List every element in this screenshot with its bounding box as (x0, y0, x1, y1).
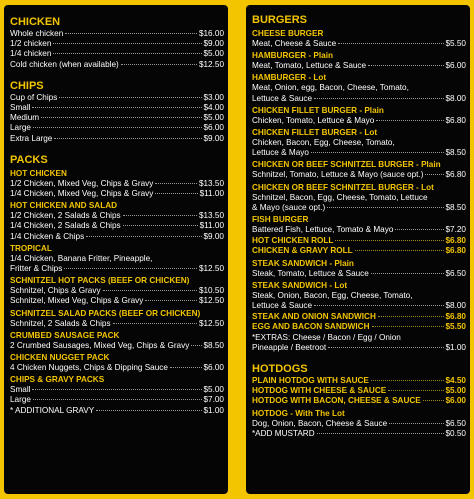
menu-item (252, 376, 466, 386)
menu-item-name: Small (10, 385, 31, 395)
dot-leader (314, 98, 443, 99)
menu-item (10, 221, 224, 231)
menu-item (252, 386, 466, 396)
menu-item-description (252, 291, 466, 301)
group-title: TROPICAL (10, 243, 52, 253)
menu-item-price: $12.50 (198, 59, 224, 69)
extras-note: *EXTRAS: Cheese / Bacon / Egg / Onion (252, 332, 401, 342)
menu-item-price: $16.00 (198, 29, 224, 38)
dot-leader (371, 273, 444, 274)
dot-leader (314, 305, 443, 306)
dot-leader (59, 97, 201, 98)
menu-item-name: HOTDOG WITH BACON, CHEESE & SAUCE (252, 396, 421, 406)
menu-item-name: HOT CHICKEN ROLL (252, 236, 334, 246)
menu-item (252, 39, 466, 49)
dot-leader (123, 215, 197, 216)
dot-leader (53, 43, 201, 44)
menu-item-price: $6.80 (445, 246, 466, 256)
menu-item-name: Schnitzel, 2 Salads & Chips (10, 318, 111, 328)
menu-item-name: 1/4 Chicken & Chips (10, 231, 85, 241)
menu-item-price: $12.50 (198, 264, 224, 274)
menu-item-description: Schnitzel, Bacon, Egg, Cheese, Tomato, Lettuce (252, 192, 428, 202)
dot-leader (389, 423, 443, 424)
menu-group (10, 353, 224, 373)
menu-item-price: $7.20 (445, 225, 466, 235)
menu-item (252, 419, 466, 429)
menu-item-price: $6.80 (445, 170, 466, 180)
menu-item-price: $6.50 (445, 418, 466, 428)
group-title: HOT CHICKEN (10, 168, 67, 178)
menu-item (252, 116, 466, 126)
group-title: HAMBURGER - Lot (252, 73, 327, 83)
dot-leader (423, 400, 444, 401)
menu-item-name: Extra Large (10, 133, 53, 143)
menu-item (252, 246, 466, 256)
menu-item (252, 236, 466, 246)
menu-item (10, 123, 224, 133)
dot-leader (86, 236, 201, 237)
menu-item-price: $5.00 (203, 49, 224, 59)
menu-item-name: Lettuce & Sauce (252, 301, 313, 311)
dot-leader (372, 326, 444, 327)
menu-item-name: 1/4 Chicken, Mixed Veg, Chips & Gravy (10, 189, 154, 199)
menu-item-name: 1/4 Chicken, 2 Salads & Chips (10, 221, 121, 231)
menu-item-name: Cup of Chips (10, 92, 58, 102)
menu-item (252, 170, 466, 180)
dot-leader (328, 347, 443, 348)
dot-leader (54, 138, 201, 139)
menu-item-name: 2 Crumbed Sausages, Mixed Veg, Chips & Gravy (10, 340, 190, 350)
menu-item-name: Fritter & Chips (10, 264, 63, 274)
menu-item-price: $8.50 (445, 202, 466, 212)
menu-item-name: Cold chicken (when available) (10, 59, 119, 69)
dot-leader (335, 240, 443, 241)
menu-item-price: $9.00 (203, 133, 224, 143)
menu-group (10, 201, 224, 242)
group-title: CHICKEN NUGGET PACK (10, 353, 110, 363)
dot-leader (191, 345, 201, 346)
menu-group (252, 51, 466, 71)
menu-item-price: $8.50 (445, 148, 466, 158)
group-title: CHICKEN OR BEEF SCHNITZEL BURGER - Plain (252, 160, 441, 170)
menu-item (10, 395, 224, 405)
dot-leader (368, 65, 443, 66)
menu-item-name: CHICKEN & GRAVY ROLL (252, 246, 353, 256)
menu-item (252, 148, 466, 158)
dot-leader (395, 229, 443, 230)
section-title-packs: PACKS (10, 153, 48, 166)
menu-item-price: $5.50 (445, 322, 466, 332)
menu-item (252, 203, 466, 213)
dot-leader (145, 300, 197, 301)
menu-group (252, 29, 466, 49)
dot-leader (32, 389, 201, 390)
menu-item-name: 1/2 Chicken, 2 Salads & Chips (10, 211, 121, 221)
right-menu-panel (246, 5, 470, 494)
menu-item-name: Chicken, Tomato, Lettuce & Mayo (252, 115, 375, 125)
menu-item-name: EGG AND BACON SANDWICH (252, 322, 370, 332)
menu-item-name: HOTDOG WITH CHEESE & SAUCE (252, 386, 387, 396)
menu-item-price: $4.00 (203, 103, 224, 113)
section-title-chicken: CHICKEN (10, 16, 61, 28)
group-title: STEAK SANDWICH - Plain (252, 258, 354, 268)
menu-item-description (252, 83, 466, 93)
menu-item (252, 301, 466, 311)
dot-leader (33, 127, 202, 128)
menu-item-price: $6.00 (445, 396, 466, 406)
menu-group (10, 331, 224, 351)
dot-leader (311, 152, 444, 153)
menu-item-price: $6.50 (445, 268, 466, 278)
menu-item-price: $8.00 (445, 93, 466, 103)
menu-item-price: $13.50 (198, 211, 224, 221)
menu-item-description (10, 254, 224, 264)
menu-item-name: PLAIN HOTDOG WITH SAUCE (252, 376, 369, 386)
menu-item-price: $13.50 (198, 178, 224, 188)
group-title: CHEESE BURGER (252, 29, 324, 38)
dot-leader (155, 193, 197, 194)
menu-item (10, 406, 224, 416)
group-title: SCHNITZEL HOT PACKS (BEEF OR CHICKEN) (10, 276, 190, 286)
group-title: CRUMBED SAUSAGE PACK (10, 330, 120, 340)
dot-leader (388, 390, 443, 391)
menu-item-description: Chicken, Bacon, Egg, Cheese, Tomato, (252, 138, 395, 148)
dot-leader (53, 53, 201, 54)
menu-group (10, 244, 224, 274)
menu-item (252, 94, 466, 104)
menu-group (252, 281, 466, 311)
menu-item (10, 211, 224, 221)
menu-item (10, 29, 224, 39)
menu-item-description (252, 193, 466, 203)
menu-item-name: Meat, Tomato, Lettuce & Sauce (252, 61, 367, 71)
menu-item (10, 113, 224, 123)
menu-item-price: $8.50 (203, 340, 224, 350)
menu-item (10, 296, 224, 306)
menu-item-price: $6.80 (445, 236, 466, 246)
menu-item (10, 179, 224, 189)
menu-item-name: Steak, Tomato, Lettuce & Sauce (252, 268, 369, 278)
menu-group (252, 160, 466, 180)
menu-item-name: 1/2 Chicken, Mixed Veg, Chips & Gravy (10, 178, 154, 188)
menu-item (252, 269, 466, 279)
dot-leader (378, 316, 444, 317)
dot-leader (170, 367, 202, 368)
group-title: HOTDOG - With The Lot (252, 408, 345, 418)
section-title-hotdogs: HOTDOGS (252, 363, 308, 376)
menu-item-price: $5.50 (445, 39, 466, 48)
menu-item-name: * ADDITIONAL GRAVY (10, 405, 95, 415)
menu-group (10, 309, 224, 329)
menu-item-price: $5.00 (203, 113, 224, 123)
dot-leader (317, 433, 444, 434)
dot-leader (33, 399, 202, 400)
section-title-chips: CHIPS (10, 79, 44, 92)
menu-item-name: Small (10, 103, 31, 113)
menu-item-price: $9.00 (203, 231, 224, 241)
dot-leader (64, 268, 197, 269)
dot-leader (65, 33, 197, 34)
menu-item-price: $6.00 (445, 61, 466, 71)
dot-leader (376, 120, 443, 121)
menu-item (10, 264, 224, 274)
menu-item (10, 341, 224, 351)
menu-item-price: $11.00 (199, 221, 224, 231)
menu-item (10, 103, 224, 113)
dot-leader (123, 225, 198, 226)
group-title: HOT CHICKEN AND SALAD (10, 201, 118, 211)
dot-leader (371, 380, 444, 381)
menu-item-name: & Mayo (sauce opt.) (252, 202, 326, 212)
menu-item-price: $6.00 (203, 123, 224, 133)
menu-item-name: *ADD MUSTARD (252, 428, 315, 438)
section-title-burgers: BURGERS (252, 14, 308, 26)
menu-item (10, 232, 224, 242)
menu-item-price: $11.00 (199, 189, 224, 199)
menu-item (10, 319, 224, 329)
menu-item-price: $1.00 (445, 342, 466, 352)
group-title: STEAK SANDWICH - Lot (252, 280, 348, 290)
dot-leader (155, 183, 197, 184)
extras-note (252, 343, 466, 353)
menu-item-price: $3.00 (203, 92, 224, 102)
menu-item (10, 363, 224, 373)
menu-item-name: Large (10, 395, 31, 405)
extras-note (252, 333, 466, 343)
menu-item-name: STEAK AND ONION SANDWICH (252, 312, 376, 322)
group-title: HAMBURGER - Plain (252, 51, 333, 61)
menu-item-price: $7.00 (203, 395, 224, 405)
menu-group (252, 106, 466, 126)
menu-item-price: $5.00 (445, 386, 466, 396)
group-title: CHICKEN FILLET BURGER - Lot (252, 128, 378, 138)
menu-item-price: $6.00 (203, 363, 224, 373)
menu-item (10, 49, 224, 59)
menu-item-name: Large (10, 123, 31, 133)
menu-item-price: $10.50 (198, 286, 224, 296)
menu-item-name: Schnitzel, Tomato, Lettuce & Mayo (sauce opt.) (252, 170, 424, 180)
menu-item-price: $9.00 (203, 39, 224, 49)
dot-leader (96, 410, 201, 411)
menu-item-price: $0.50 (445, 428, 466, 438)
menu-item (252, 322, 466, 332)
menu-group (252, 215, 466, 235)
dot-leader (121, 64, 197, 65)
menu-item-description: 1/4 Chicken, Banana Fritter, Pineapple, (10, 253, 153, 263)
left-menu-panel (4, 5, 228, 494)
group-title: CHICKEN OR BEEF SCHNITZEL BURGER - Lot (252, 182, 434, 192)
menu-item (252, 429, 466, 439)
dot-leader (425, 174, 443, 175)
menu-item-name: 1/4 chicken (10, 49, 52, 59)
group-title: FISH BURGER (252, 215, 309, 225)
menu-item (10, 60, 224, 70)
menu-item-name: Schnitzel, Chips & Gravy (10, 286, 101, 296)
group-title: CHIPS & GRAVY PACKS (10, 375, 105, 385)
menu-item-name: Schnitzel, Mixed Veg, Chips & Gravy (10, 296, 144, 306)
menu-item-price: $1.00 (203, 405, 224, 415)
dot-leader (338, 43, 443, 44)
group-title: SCHNITZEL SALAD PACKS (BEEF OR CHICKEN) (10, 308, 201, 318)
menu-item-name: 1/2 chicken (10, 39, 52, 49)
menu-item (10, 189, 224, 199)
menu-item (252, 61, 466, 71)
menu-item-price: $6.80 (445, 115, 466, 125)
menu-item-name: Lettuce & Mayo (252, 148, 309, 158)
menu-item (10, 134, 224, 144)
menu-group (252, 183, 466, 213)
menu-item (10, 385, 224, 395)
menu-item-price: $12.50 (198, 318, 224, 328)
menu-item-price: $5.00 (203, 385, 224, 395)
menu-item-name: Battered Fish, Lettuce, Tomato & Mayo (252, 225, 394, 235)
dot-leader (355, 250, 444, 251)
dot-leader (103, 290, 197, 291)
menu-item-description: Steak, Onion, Bacon, Egg, Cheese, Tomato, (252, 290, 413, 300)
dot-leader (41, 117, 201, 118)
dot-leader (32, 107, 201, 108)
menu-item (252, 396, 466, 406)
menu-group (10, 276, 224, 306)
menu-item-name: Lettuce & Sauce (252, 93, 313, 103)
menu-item-name: Meat, Cheese & Sauce (252, 39, 337, 48)
group-title: CHICKEN FILLET BURGER - Plain (252, 105, 384, 115)
menu-item-price: $6.80 (445, 312, 466, 322)
menu-item-description: Meat, Onion, egg, Bacon, Cheese, Tomato, (252, 83, 409, 93)
menu-item (10, 286, 224, 296)
menu-item-price: $12.50 (198, 296, 224, 306)
extras-note: Pineapple / Beetroot (252, 342, 327, 352)
menu-item-name: Dog, Onion, Bacon, Cheese & Sauce (252, 418, 388, 428)
menu-group (252, 128, 466, 158)
menu-group (10, 169, 224, 199)
menu-group (252, 259, 466, 279)
menu-item-name: Whole chicken (10, 29, 64, 38)
menu-item-price: $4.50 (445, 376, 466, 386)
menu-item (10, 39, 224, 49)
menu-item-name: Medium (10, 113, 40, 123)
menu-item (252, 312, 466, 322)
menu-group (10, 375, 224, 416)
menu-group (252, 73, 466, 103)
menu-item-price: $8.00 (445, 301, 466, 311)
menu-item-description (252, 138, 466, 148)
menu-item (252, 225, 466, 235)
menu-item (10, 93, 224, 103)
dot-leader (327, 207, 443, 208)
dot-leader (113, 323, 197, 324)
menu-item-name: 4 Chicken Nuggets, Chips & Dipping Sauce (10, 363, 168, 373)
